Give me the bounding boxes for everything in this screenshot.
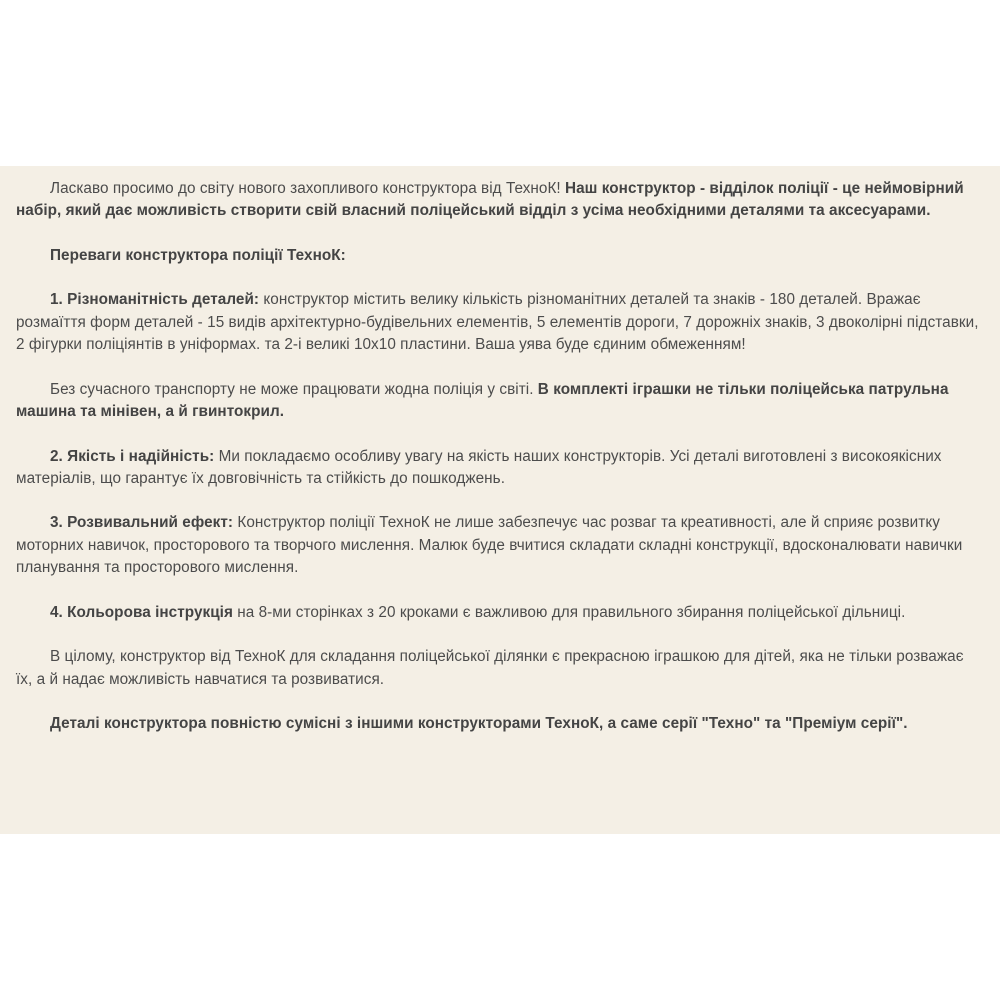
advantage-quality-title: 2. Якість і надійність:: [50, 447, 215, 465]
transport-paragraph: [16, 379, 982, 424]
advantage-instruction-title: 4. Кольорова інструкція: [50, 603, 233, 621]
advantage-variety-paragraph: [16, 289, 982, 356]
intro-bold-text: Наш конструктор - відділок поліції - це неймовірний набір, який дає можливість створити свій власний поліцейський відділ з усіма необхідними деталями та аксесуарами.: [16, 180, 964, 220]
compatibility-text: Деталі конструктора повністю сумісні з іншими конструкторами ТехноК, а саме серії "Техно" та "Преміум серії".: [50, 715, 908, 733]
advantage-development-paragraph: [16, 512, 982, 579]
advantages-heading-text: Переваги конструктора поліції ТехноК:: [50, 246, 346, 264]
advantage-development-text: Конструктор поліції ТехноК не лише забезпечує час розваг та креативності, але й сприяє розвитку моторних навичок, просторового та творчого мислення. Малюк буде вчитися складати складні конструкції, вдосконалювати навички планування та просторового мислення.: [16, 514, 963, 577]
advantage-quality-text: Ми покладаємо особливу увагу на якість наших конструкторів. Усі деталі виготовлені з високоякісних матеріалів, що гарантує їх довговічність та стійкість до пошкоджень.: [16, 447, 942, 487]
advantage-variety-text: конструктор містить велику кількість різноманітних деталей та знаків - 180 деталей. Вражає розмаїття форм деталей - 15 видів архітектурно-будівельних елементів, 5 елементів дороги, 7 дорожніх знаків, 3 двоколірні підставки, 2 фігурки поліціянтів в уніформах. та 2-і великі 10х10 пластини. Ваша уява буде єдиним обмеженням!: [16, 291, 979, 354]
summary-text: В цілому, конструктор від ТехноК для складання поліцейської ділянки є прекрасною іграшкою для дітей, яка не тільки розважає їх, а й надає можливість навчатися та розвиватися.: [16, 648, 964, 688]
advantage-development-title: 3. Розвивальний ефект:: [50, 514, 234, 532]
transport-text: Без сучасного транспорту не може працювати жодна поліція у світі.: [50, 380, 538, 398]
advantage-variety-title: 1. Різноманітність деталей:: [50, 291, 260, 309]
intro-paragraph: [16, 178, 982, 223]
advantage-instruction-text: на 8-ми сторінках з 20 кроками є важливою для правильного збирання поліцейської дільниці.: [232, 603, 906, 621]
transport-bold-text: В комплекті іграшки не тільки поліцейська патрульна машина та мінівен, а й гвинтокрил.: [16, 380, 949, 420]
compatibility-paragraph: [16, 713, 982, 735]
advantage-instruction-paragraph: [16, 602, 982, 624]
advantages-heading: [16, 245, 982, 267]
intro-text: Ласкаво просимо до світу нового захопливого конструктора від ТехноК!: [50, 180, 566, 197]
product-description-panel: [0, 166, 1000, 834]
summary-paragraph: [16, 646, 982, 691]
advantage-quality-paragraph: [16, 446, 982, 491]
